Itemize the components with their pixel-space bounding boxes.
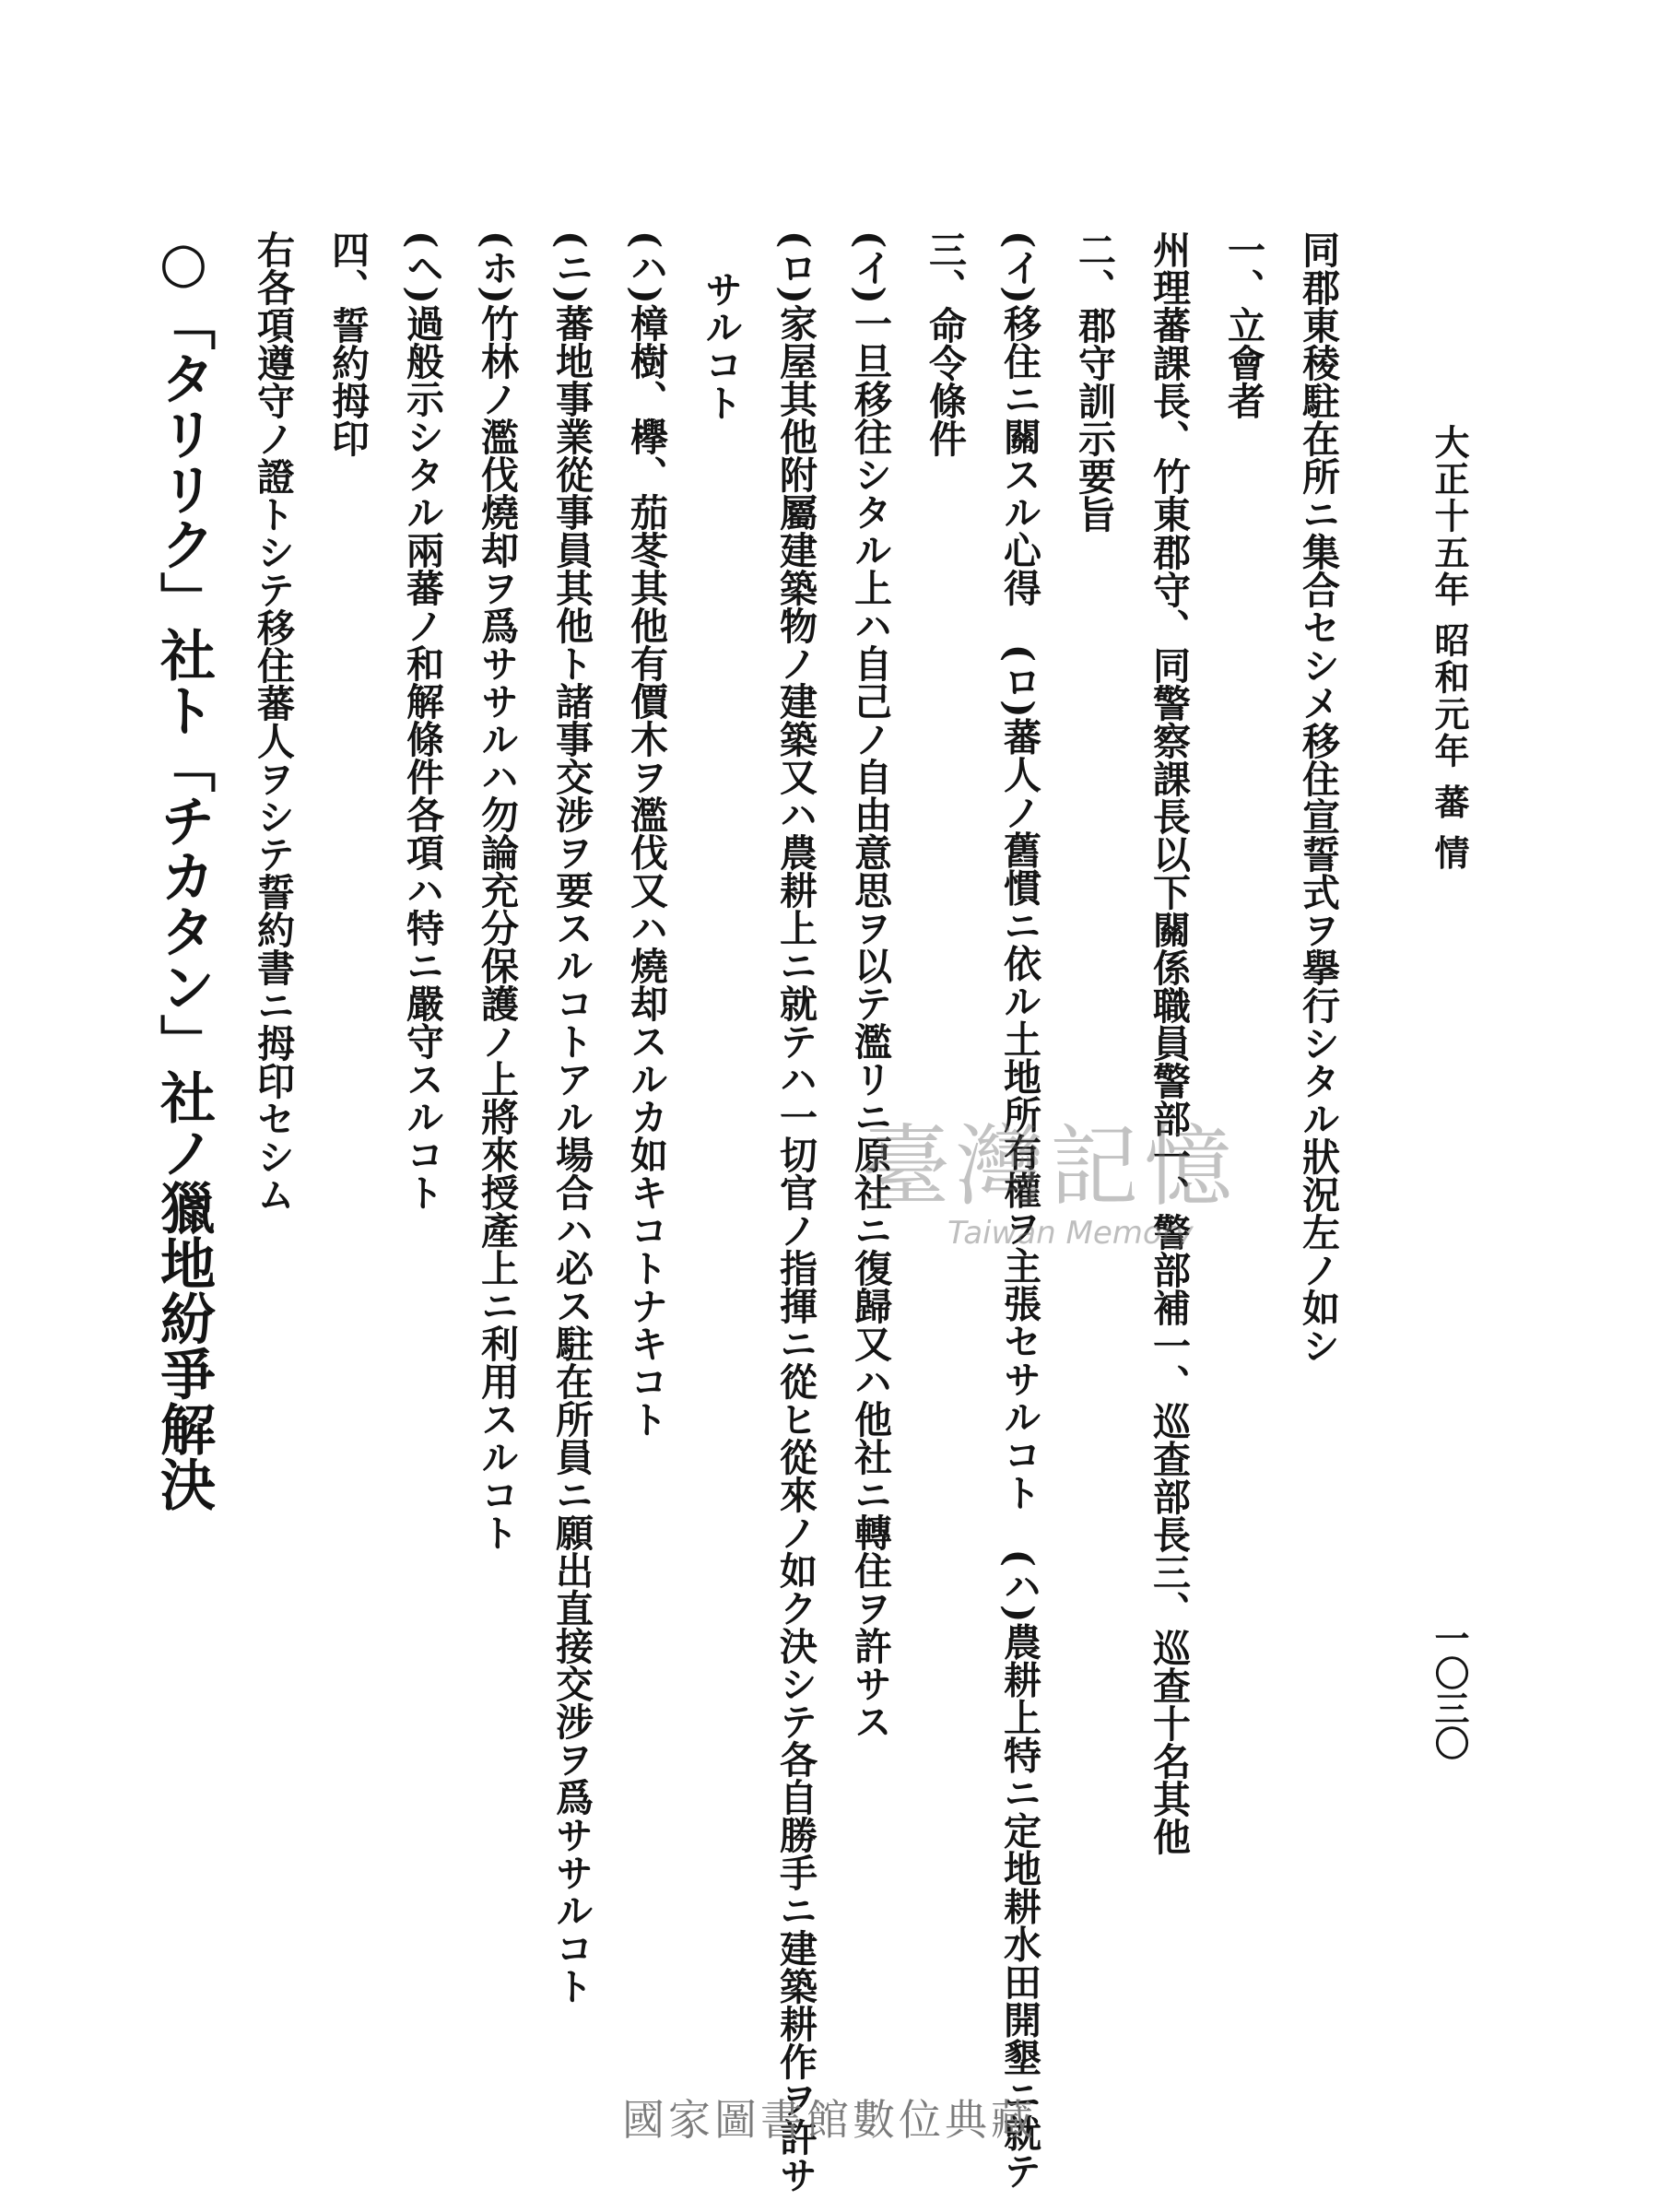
text-line: 三、命令條件 xyxy=(923,230,967,457)
text-line: 二、郡守訓示要旨 xyxy=(1072,230,1116,533)
text-line: サルコト xyxy=(699,270,743,421)
footer-credit: 國家圖書館數位典藏 xyxy=(622,2095,1037,2145)
section-title: ○「タリリク」社ト「チカタン」社ノ獵地紛爭解決 xyxy=(151,230,216,1512)
watermark-logo-en: Taiwan Memory xyxy=(947,1215,1194,1252)
watermark-logo: 臺灣記憶 xyxy=(862,1115,1238,1218)
text-line: (ヘ)過般示シタル兩蕃ノ和解條件各項ハ特ニ嚴守スルコト xyxy=(400,230,444,1211)
text-line: (ロ)家屋其他附屬建築物ノ建築又ハ農耕上ニ就テハ一切官ノ指揮ニ從ヒ從來ノ如ク決シテ各自勝手ニ建築耕作ヲ許サ xyxy=(773,230,818,2194)
text-line: 四、誓約拇印 xyxy=(325,230,370,457)
text-line: (ニ)蕃地事業從事員其他ト諸事交涉ヲ要スルコトアル場合ハ必ス駐在所員ニ願出直接交涉ヲ爲ササルコト xyxy=(549,230,594,2005)
text-line: (イ)移住ニ關スル心得 (ロ)蕃人ノ舊慣ニ依ル土地所有權ヲ主張セサルコト (ハ)農耕上特ニ定地耕水田開墾ニ就テ xyxy=(997,230,1041,2190)
text-line: (イ)一旦移往シタル上ハ自己ノ自由意思ヲ以テ濫リニ原社ニ復歸又ハ他社ニ轉住ヲ許サス xyxy=(848,230,892,1740)
text-line: 同郡東稜駐在所ニ集合セシメ移住宣誓式ヲ擧行シタル狀況左ノ如シ xyxy=(1296,230,1340,1364)
page-number: 一〇三〇 xyxy=(1429,1620,1470,1760)
text-line: 一、立會者 xyxy=(1221,230,1265,419)
text-line: (ハ)樟樹、欅、茄苳其他有價木ヲ濫伐又ハ燒却スルカ如キコトナキコト xyxy=(624,230,668,1438)
text-line: 右各項遵守ノ證トシテ移住蕃人ヲシテ誓約書ニ拇印セシム xyxy=(251,230,295,1213)
running-title: 大正十五年 昭和元年 蕃 情 xyxy=(1429,424,1470,872)
text-line: (ホ)竹林ノ濫伐燒却ヲ爲ササルハ勿論充分保護ノ上將來授產上ニ利用スルコト xyxy=(475,230,519,1551)
text-line: 州理蕃課長、竹東郡守、同警察課長以下關係職員警部一、警部補一、巡查部長三、巡查十名其他 xyxy=(1147,230,1191,1855)
page-header xyxy=(1424,424,1475,1760)
